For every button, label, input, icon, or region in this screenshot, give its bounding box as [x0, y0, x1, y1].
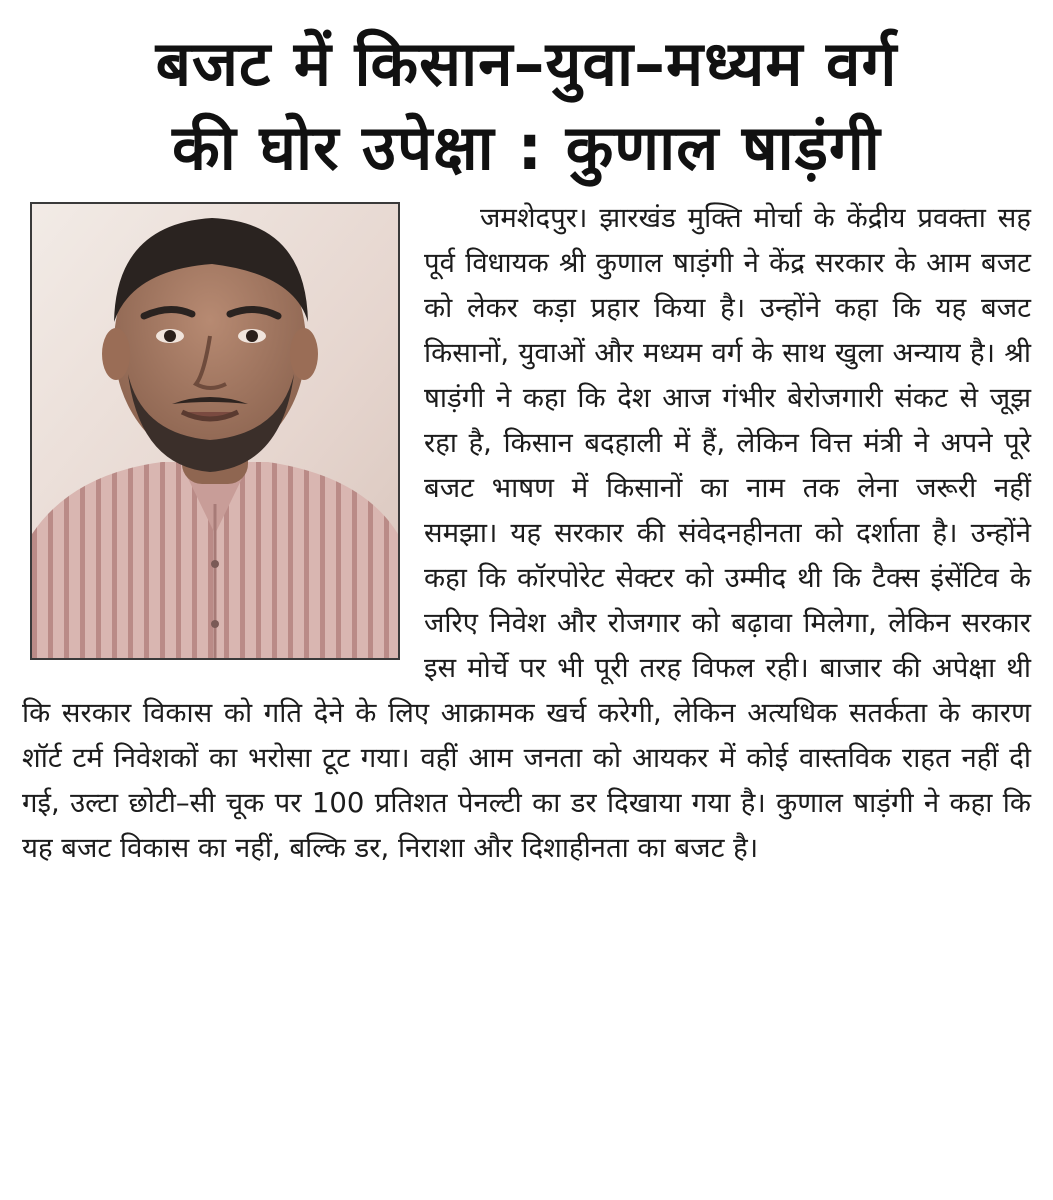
article-body-text: जमशेदपुर। झारखंड मुक्ति मोर्चा के केंद्रीय प्रवक्ता सह पूर्व विधायक श्री कुणाल षाड़ंगी ने केंद्र सरकार के आम बजट को लेकर कड़ा प्रहार किया है। उन्होंने कहा कि यह बजट किसानों, युवाओं और मध्यम वर्ग के साथ खुला अन्याय है। श्री षाड़ंगी ने कहा कि देश आज गंभीर बेरोजगारी संकट से जूझ रहा है, किसान बदहाली में हैं, लेकिन वित्त मंत्री ने अपने पूरे बजट भाषण में किसानों का नाम तक लेना जरूरी नहीं समझा। यह सरकार की संवेदनहीनता को दर्शाता है। उन्होंने कहा कि कॉरपोरेट सेक्टर को उम्मीद थी कि टैक्स इंसेंटिव के जरिए निवेश और रोजगार को बढ़ावा मिलेगा, लेकिन सरकार इस मोर्चे पर भी पूरी तरह विफल रही। बाजार की अपेक्षा थी कि सरकार विकास को गति देने के लिए आक्रामक खर्च करेगी, लेकिन अत्यधिक सतर्कता के कारण शॉर्ट टर्म निवेशकों का भरोसा टूट गया। वहीं आम जनता को आयकर में कोई वास्तविक राहत नहीं दी गई, उल्टा छोटी–सी चूक पर 100 प्रतिशत पेनल्टी का डर दिखाया गया है। कुणाल षाड़ंगी ने कहा कि यह बजट विकास का नहीं, बल्कि डर, निराशा और दिशाहीनता का बजट है।	[22, 202, 1031, 864]
article-body-container	[22, 196, 1031, 871]
portrait-photo	[30, 202, 400, 660]
headline-line-1: बजट में किसान–युवा–मध्यम वर्ग	[155, 27, 898, 100]
headline	[22, 22, 1031, 190]
headline-line-2: की घोर उपेक्षा : कुणाल षाड़ंगी	[172, 111, 881, 184]
